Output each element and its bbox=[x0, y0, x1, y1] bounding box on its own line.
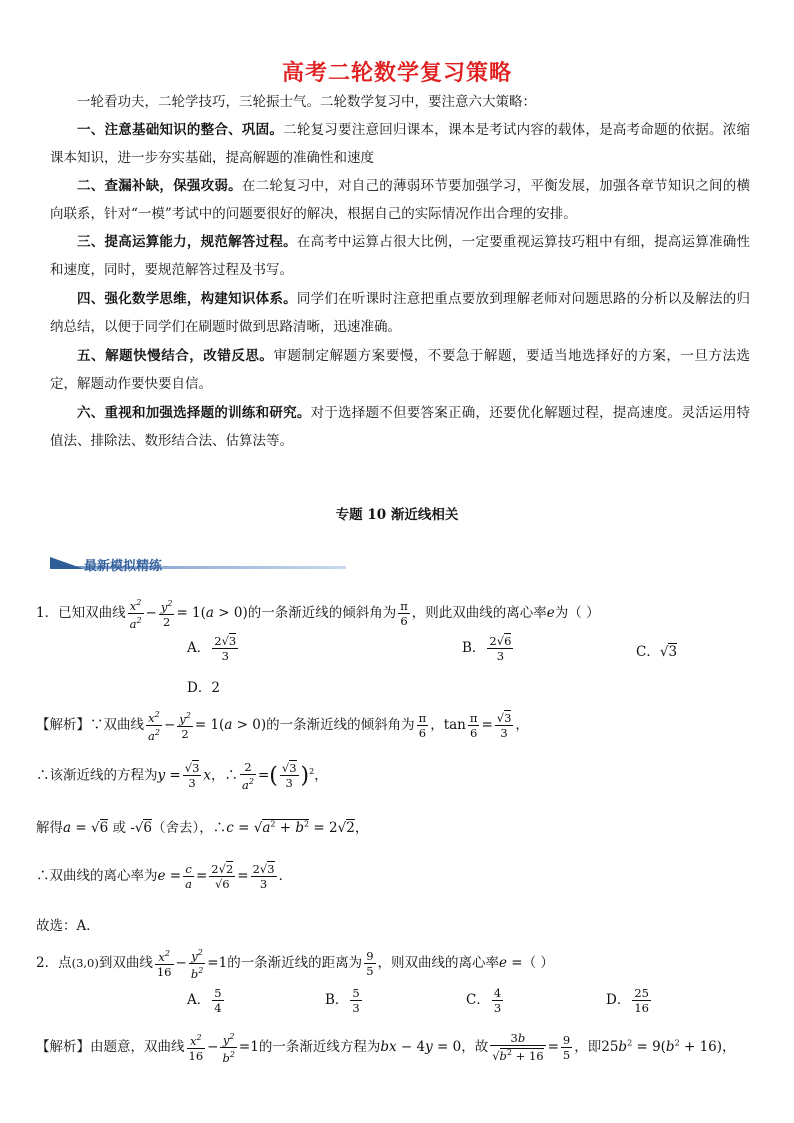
q1-a1-frac2: $\frac{y^2}{2}$ bbox=[179, 711, 191, 742]
strategy-6-head: 六、重视和加强选择题的训练和研究。 bbox=[77, 405, 311, 421]
intro-paragraph bbox=[50, 88, 750, 116]
q2-option-b-value: $\frac{5}{3}$ bbox=[352, 986, 360, 1015]
q1-option-b-value: $\frac{2√6}{3}$ bbox=[489, 634, 512, 663]
strategy-4-head: 四、强化数学思维，构建知识体系。 bbox=[77, 291, 297, 307]
q2-a1-frac4: $\frac{9}{5}$ bbox=[562, 1032, 571, 1062]
q1-a2-frac3: $\frac{√3}{3}$ bbox=[281, 761, 297, 791]
q2-frac2: $\frac{y^2}{b^2}$ bbox=[190, 948, 204, 981]
strategy-1 bbox=[50, 116, 750, 172]
strategy-4-body: 同学们在听课时注意把重点要放到理解老师对问题思路的分析以及解法的归纳总结，以便于同学们在刷题时做到思路清晰，迅速准确。 bbox=[50, 291, 751, 335]
q2-number: 2．点 bbox=[36, 954, 72, 971]
q2-a1-frac1: $\frac{x^2}{16}$ bbox=[188, 1033, 204, 1064]
q1-a3b-text: （舍去），∴ bbox=[152, 820, 227, 836]
q1-end-text: 为（ ） bbox=[554, 604, 600, 621]
q2-option-c-value: $\frac{4}{3}$ bbox=[493, 986, 502, 1015]
q1-mid-text: 的一条渐近线的倾斜角为 bbox=[247, 604, 397, 621]
strategy-5-head: 五、解题快慢结合，改错反思。 bbox=[77, 348, 274, 364]
q1-analysis-line2: ∴该渐近线的方程为y = $\frac{√3}{3}$ x，∴ $\frac{2}{a^2}$ =( $\frac{√3}{3}$ )$^2$， bbox=[36, 760, 328, 792]
q2-a1-frac3: $\frac{3b}{√b^2 + 16}$ bbox=[492, 1031, 544, 1064]
q1-a2-frac2: $\frac{2}{a^2}$ bbox=[242, 760, 254, 792]
strategy-2 bbox=[50, 172, 750, 228]
q2-analysis-line1: 【解析】由题意，双曲线 $\frac{x^2}{16}$ − $\frac{y^2}{b^2}$ =1的一条渐近线方程为bx − 4y = 0，故 $\frac{3b}{√b^2 + 16}$ = $\frac{9}{5}$ ，即$25b^2 = 9(b^2 + 16)$， bbox=[36, 1031, 736, 1065]
q1-a4-frac1: $\frac{c}{a}$ bbox=[185, 862, 192, 891]
strategy-1-body: 二轮复习要注意回归课本，课本是考试内容的载体，是高考命题的依据。浓缩课本知识，进一步夯实基础，提高解题的准确性和速度 bbox=[50, 122, 750, 166]
strategy-5-body: 审题制定解题方案要慢，不要急于解题，要适当地选择好的方案，一旦方法选定，解题动作要快要自信。 bbox=[50, 348, 751, 392]
section-triangle-icon bbox=[50, 557, 84, 569]
section-header bbox=[50, 555, 346, 575]
q1-option-b bbox=[462, 634, 515, 663]
q2-a1-frac2: $\frac{y^2}{b^2}$ bbox=[222, 1032, 235, 1065]
q1-a1b-text: 的一条渐近线的倾斜角为 bbox=[266, 716, 415, 733]
q1-a1-eq: = 1(a > 0) bbox=[194, 716, 267, 733]
q1-analysis-line4: ∴双曲线的离心率为e = $\frac{c}{a}$ = $\frac{2√2}{√6}$ = $\frac{2√3}{3}$ ． bbox=[36, 862, 293, 891]
q2-option-d bbox=[606, 986, 653, 1015]
q1-option-c bbox=[636, 640, 677, 660]
q2-option-c bbox=[466, 986, 505, 1015]
q2-tail2-text: ，则双曲线的离心率 bbox=[377, 954, 500, 971]
q2-end-text: （ ） bbox=[522, 954, 554, 971]
q1-analysis-line3: 解得a = √6 或 -√6（舍去），∴c = $√a^2 + b^2 = 2√2$， bbox=[36, 819, 369, 836]
q1-option-a-label: A． bbox=[187, 640, 211, 656]
strategy-2-head: 二、查漏补缺，保强攻弱。 bbox=[77, 178, 242, 194]
q2-tail-text: 的一条渐近线的距离为 bbox=[227, 954, 363, 971]
q1-a1-frac3: $\frac{\pi}{6}$ bbox=[418, 710, 427, 740]
topic-heading: 专题 10 渐近线相关 bbox=[335, 507, 459, 523]
q1-a1-tan: ，tan bbox=[430, 716, 466, 733]
strategy-6 bbox=[50, 399, 750, 455]
q2-a1-text: 由题意，双曲线 bbox=[90, 1038, 185, 1055]
q2-point: (3,0) bbox=[71, 955, 99, 970]
q1-choice: 故选：A． bbox=[36, 918, 100, 934]
q1-e: e bbox=[546, 604, 555, 621]
q2-option-c-label: C． bbox=[466, 992, 490, 1008]
q2-option-d-label: D． bbox=[606, 992, 631, 1008]
strategy-3-body: 在高考中运算占很大比例，一定要重视运算技巧粗中有细，提高运算准确性和速度，同时，要规范解答过程及书写。 bbox=[50, 234, 751, 278]
q1-option-b-label: B． bbox=[462, 640, 486, 656]
q1-option-c-label: C． bbox=[636, 644, 660, 660]
q2-option-a-label: A． bbox=[187, 992, 211, 1008]
q1-a4-frac2: $\frac{2√2}{√6}$ bbox=[211, 862, 234, 891]
q1-a4-frac3: $\frac{2√3}{3}$ bbox=[252, 862, 275, 891]
q1-number: 1．已知双曲线 bbox=[36, 604, 126, 621]
q1-a1-frac4: $\frac{\pi}{6}$ bbox=[469, 710, 478, 740]
q2-analysis-label: 【解析】 bbox=[36, 1038, 90, 1055]
q1-frac-pi6: $\frac{\pi}{6}$ bbox=[400, 598, 408, 628]
q1-eq: = 1(a > 0) bbox=[176, 604, 248, 621]
q2-option-b-label: B． bbox=[325, 992, 349, 1008]
q1-option-c-value: √3 bbox=[659, 644, 678, 660]
strategy-3-head: 三、提高运算能力，规范解答过程。 bbox=[77, 234, 297, 250]
q1-a4-text: ∴双曲线的离心率为 bbox=[36, 868, 158, 884]
q2-mid-text: 到双曲线 bbox=[98, 954, 153, 971]
intro-text: 一轮看功夫，二轮学技巧，三轮振士气。二轮数学复习中，要注意六大策略： bbox=[77, 94, 536, 110]
strategy-4 bbox=[50, 285, 750, 341]
q1-option-a-value: $\frac{2√3}{3}$ bbox=[214, 634, 237, 663]
q1-a3-text: 解得 bbox=[36, 820, 63, 836]
q1-a1-frac5: $\frac{√3}{3}$ bbox=[496, 710, 512, 740]
q2-a1c-text: ，故 bbox=[461, 1038, 489, 1055]
strategy-1-head: 一、注意基础知识的整合、巩固。 bbox=[77, 122, 284, 138]
q2-frac1: $\frac{x^2}{16}$ bbox=[156, 949, 172, 980]
strategy-2-body: 在二轮复习中，对自己的薄弱环节要加强学习，平衡发展，加强各章节知识之间的横向联系，针对“一模”考试中的问题要很好的解决，根据自己的实际情况作出合理的安排。 bbox=[50, 178, 750, 222]
strategy-5 bbox=[50, 342, 750, 398]
q2-option-b bbox=[325, 986, 364, 1015]
q1-option-d: D．2 bbox=[187, 680, 220, 696]
q1-stem: 1．已知双曲线 $\frac{x^2}{a^2}$ − $\frac{y^2}{2}$ = 1(a > 0)的一条渐近线的倾斜角为 $\frac{\pi}{6}$ ，则此双曲线的离心率e为（ ） bbox=[36, 598, 600, 631]
q2-option-d-value: $\frac{25}{16}$ bbox=[634, 986, 649, 1015]
strategy-3 bbox=[50, 228, 750, 284]
q2-a1d-text: ，即 bbox=[574, 1038, 602, 1055]
q2-option-a bbox=[187, 986, 226, 1015]
strategy-6-body: 对于选择题不但要答案正确，还要优化解题过程，提高速度。灵活运用特值法、排除法、数形结合法、估算法等。 bbox=[50, 405, 751, 449]
q1-analysis-label: 【解析】 bbox=[36, 716, 90, 733]
q2-a1b-text: 的一条渐近线方程为 bbox=[258, 1038, 381, 1055]
page-title: 高考二轮数学复习策略 bbox=[281, 61, 512, 86]
q1-a1-text: ∵双曲线 bbox=[90, 716, 144, 733]
q1-frac-y22: $\frac{y^2}{2}$ bbox=[160, 599, 173, 630]
q2-frac3: $\frac{9}{5}$ bbox=[366, 948, 374, 978]
q1-a1-frac1: $\frac{x^2}{a^2}$ bbox=[148, 710, 160, 743]
q1-a2b-text: ，∴ bbox=[211, 767, 239, 784]
q1-analysis-line1: 【解析】∵双曲线 $\frac{x^2}{a^2}$ − $\frac{y^2}{2}$ = 1(a > 0)的一条渐近线的倾斜角为 $\frac{\pi}{6}$ ，tan $\frac{\pi}{6}$ = $\frac{√3}{3}$ ， bbox=[36, 710, 529, 743]
q1-a2-text: ∴该渐近线的方程为 bbox=[36, 767, 158, 784]
q1-a2-frac1: $\frac{√3}{3}$ bbox=[184, 761, 200, 791]
q1-tail-text: ，则此双曲线的离心率 bbox=[411, 604, 547, 621]
q1-option-a bbox=[187, 634, 240, 663]
section-label: 最新模拟精练 bbox=[84, 559, 163, 574]
q2-option-a-value: $\frac{5}{4}$ bbox=[214, 986, 222, 1015]
q1-frac-x2a2: $\frac{x^2}{a^2}$ bbox=[129, 598, 142, 631]
q2-stem: 2．点(3,0)到双曲线 $\frac{x^2}{16}$ − $\frac{y^2}{b^2}$ =1的一条渐近线的距离为 $\frac{9}{5}$ ，则双曲线的离心率e =（ ） bbox=[36, 948, 554, 981]
